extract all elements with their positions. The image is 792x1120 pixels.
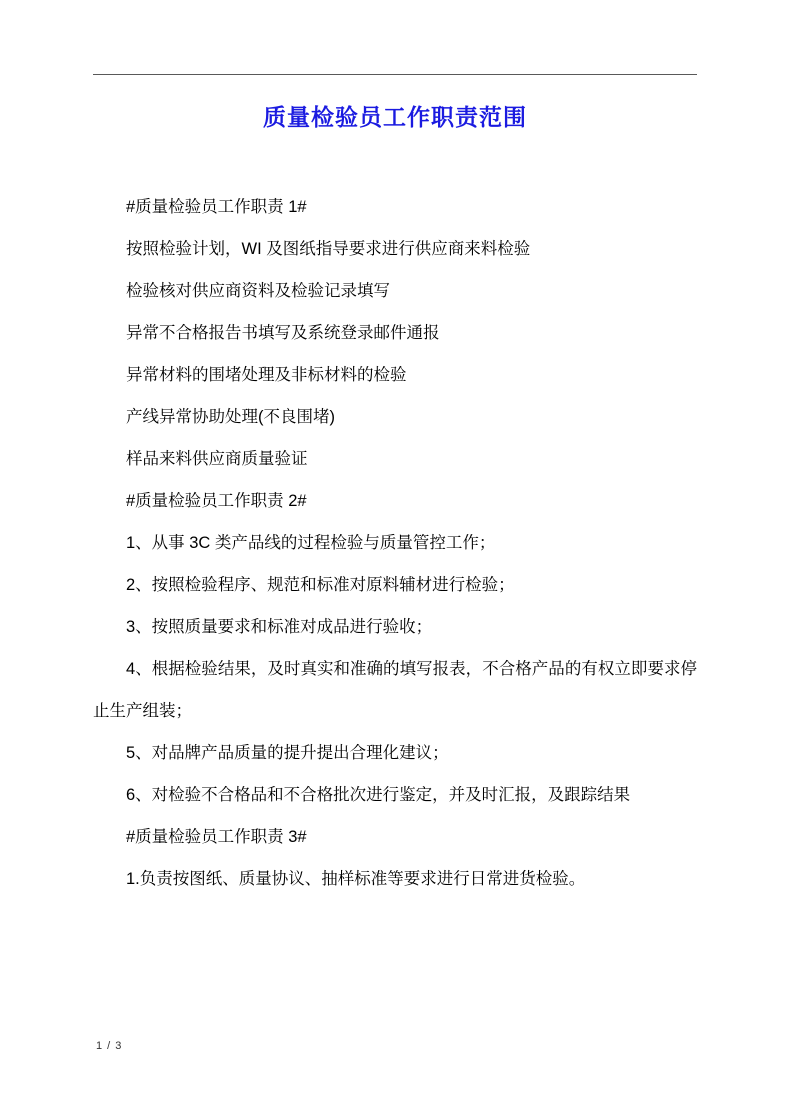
paragraph: 异常材料的围堵处理及非标材料的检验 [126, 366, 407, 384]
page-number: 1 / 3 [96, 1040, 123, 1052]
paragraph: 产线异常协助处理(不良围堵) [126, 408, 335, 426]
paragraph: 1.负责按图纸、质量协议、抽样标准等要求进行日常进货检验。 [126, 870, 586, 888]
document-body [93, 186, 697, 900]
paragraph: 按照检验计划，WI 及图纸指导要求进行供应商来料检验 [126, 240, 531, 258]
paragraph: 异常不合格报告书填写及系统登录邮件通报 [126, 324, 440, 342]
paragraph: #质量检验员工作职责 2# [126, 492, 307, 510]
paragraph: #质量检验员工作职责 3# [126, 828, 307, 846]
paragraph: 1、从事 3C 类产品线的过程检验与质量管控工作； [126, 534, 496, 552]
header-divider [93, 74, 697, 75]
page-title: 质量检验员工作职责范围 [263, 104, 527, 130]
paragraph: 检验核对供应商资料及检验记录填写 [126, 282, 390, 300]
paragraph: 2、按照检验程序、规范和标准对原料辅材进行检验； [126, 576, 515, 594]
paragraph: 6、对检验不合格品和不合格批次进行鉴定，并及时汇报，及跟踪结果 [126, 786, 631, 804]
paragraph: 样品来料供应商质量验证 [126, 450, 308, 468]
paragraph: #质量检验员工作职责 1# [126, 198, 307, 216]
paragraph: 3、按照质量要求和标准对成品进行验收； [126, 618, 433, 636]
paragraph: 4、根据检验结果，及时真实和准确的填写报表，不合格产品的有权立即要求停止生产组装； [93, 660, 697, 720]
paragraph: 5、对品牌产品质量的提升提出合理化建议； [126, 744, 449, 762]
